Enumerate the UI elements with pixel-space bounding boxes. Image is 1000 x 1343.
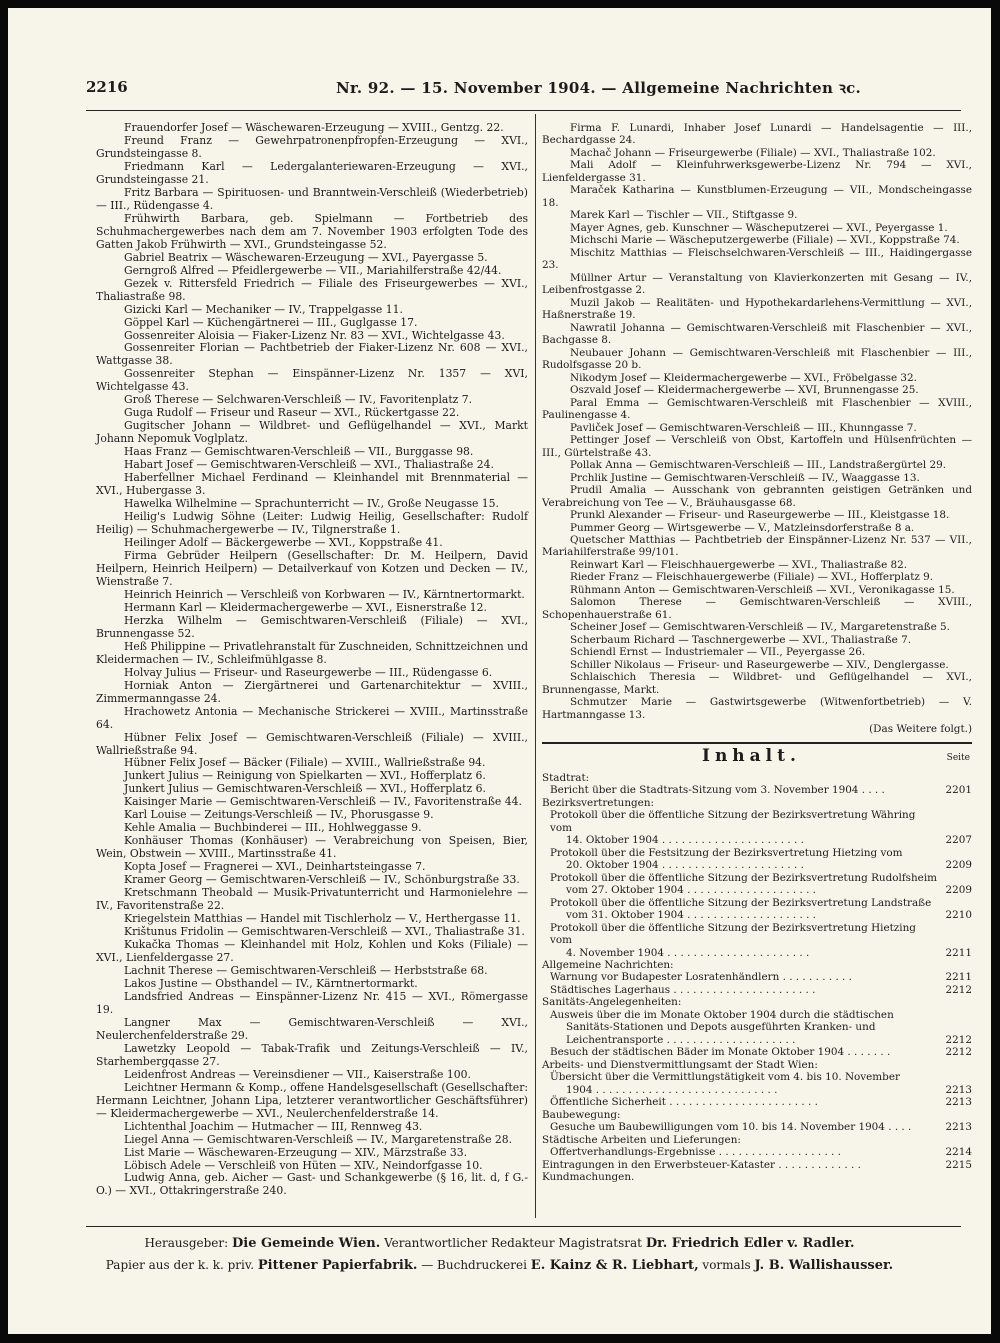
- listing-entry: Gugitscher Johann — Wildbret- und Geflügelhandel — XVI., Markt Johann Nepomuk Voglplatz.: [96, 419, 528, 446]
- listing-entry: Lawetzky Leopold — Tabak-Trafik und Zeitungs-Verschleiß — IV., Starhembergqasse 27.: [96, 1041, 528, 1068]
- listing-entry: Gossenreiter Stephan — Einspänner-Lizenz Nr. 1357 — XVI, Wichtelgasse 43.: [96, 367, 528, 394]
- contents-entry-text: Übersicht über die Vermittlungstätigkeit vom 4. bis 10. November: [550, 1071, 900, 1084]
- listing-entry: Heß Philippine — Privatlehranstalt für Zuschneiden, Schnittzeichnen und Kleidermachen — IV., Schleifmühlgasse 8.: [96, 639, 528, 666]
- listing-entry: Leidenfrost Andreas — Vereinsdiener — VII., Kaiserstraße 100.: [124, 1067, 471, 1081]
- listing-entry: Langner Max — Gemischtwaren-Verschleiß — XVI., Neulerchenfelderstraße 29.: [96, 1015, 528, 1042]
- contents-row: [542, 1171, 972, 1183]
- listing-entry: Firma F. Lunardi, Inhaber Josef Lunardi — Handelsagentie — III., Bechardgasse 24.: [542, 122, 972, 147]
- listing-entry: Pavliček Josef — Gemischtwaren-Verschleiß — III., Khunngasse 7.: [570, 421, 917, 434]
- contents-row: [542, 1021, 972, 1046]
- footer-paper-label: Papier aus der k. k. priv.: [105, 1258, 255, 1272]
- contents-row: [542, 1071, 972, 1083]
- contents-entry-text: Gesuche um Baubewilligungen vom 10. bis 14. November 1904 . . . .: [550, 1121, 912, 1134]
- contents-entry-text: 1904 . . . . . . . . . . . . . . . . . . . . . . . . . . . .: [566, 1083, 778, 1096]
- contents-entry-text: Protokoll über die öffentliche Sitzung der Bezirksvertretung Hietzing vom: [550, 921, 916, 947]
- listing-entry: Heinrich Heinrich — Verschleiß von Korbwaren — IV., Kärntnertormarkt.: [124, 587, 525, 601]
- footer-former-name: J. B. Wallishausser.: [754, 1258, 894, 1273]
- contents-entry-page: 2201: [945, 784, 972, 797]
- contents-entry-text: Städtisches Lagerhaus . . . . . . . . . . . . . . . . . . . . . .: [550, 983, 816, 996]
- listing-entry: Müllner Artur — Veranstaltung von Klavierkonzerten mit Gesang — IV., Leibenfrostgasse 2.: [542, 271, 972, 297]
- listing-entry: Oszvald Josef — Kleidermachergewerbe — XVI, Brunnengasse 25.: [570, 384, 919, 397]
- listing-entry: Kopta Josef — Fragnerei — XVI., Deinhartsteingasse 7.: [124, 860, 426, 874]
- contents-row: [542, 1046, 972, 1058]
- listing-entry: Marek Karl — Tischler — VII., Stiftgasse 9.: [570, 209, 798, 222]
- contents-entry-text: Sanitäts-Stationen und Depots ausgeführten Kranken- und Leichentransporte . . . . . . . . . . . . . . . . . . . .: [566, 1021, 876, 1046]
- contents-row: [542, 1146, 972, 1158]
- contents-entry-text: Eintragungen in den Erwerbsteuer-Kataster . . . . . . . . . . . . .: [542, 1158, 861, 1171]
- listing-entry: Frühwirth Barbara, geb. Spielmann — Fortbetrieb des Schuhmachergewerbes nach dem am 7. November 1903 erfolgten Tode des Gatten Jakob Frühwirth — XVI., Grundsteingasse 52.: [96, 211, 528, 251]
- listing-entry: Gerngroß Alfred — Pfeidlergewerbe — VII., Mariahilferstraße 42/44.: [124, 263, 502, 277]
- contents-entry-page: 2212: [945, 983, 972, 996]
- listing-entry: Löbisch Adele — Verschleiß von Hüten — XIV., Neindorfgasse 10.: [124, 1158, 483, 1172]
- listing-entry: Lachnit Therese — Gemischtwaren-Verschleiß — Herbststraße 68.: [124, 963, 488, 977]
- contents-entry-text: Bericht über die Stadtrats-Sitzung vom 3. November 1904 . . . .: [550, 784, 885, 797]
- contents-list: [542, 772, 972, 1184]
- listing-entry: Schlaischich Theresia — Wildbret- und Geflügelhandel — XVI., Brunnengasse, Markt.: [542, 671, 972, 696]
- listing-entry: Herzka Wilhelm — Gemischtwaren-Verschleiß (Filiale) — XVI., Brunnengasse 52.: [96, 613, 528, 640]
- contents-row: [542, 834, 972, 846]
- newspaper-page: [8, 8, 991, 1334]
- contents-row: [542, 971, 972, 983]
- listing-entry: Nikodym Josef — Kleidermachergewerbe — XVI., Fröbelgasse 32.: [570, 371, 917, 384]
- contents-entry-text: Offertverhandlungs-Ergebnisse . . . . . . . . . . . . . . . . . . .: [550, 1146, 841, 1159]
- contents-entry-text: Arbeits- und Dienstvermittlungsamt der Stadt Wien:: [542, 1058, 818, 1071]
- contents-entry-text: Bezirksvertretungen:: [542, 796, 655, 809]
- contents-entry-text: Baubewegung:: [542, 1108, 621, 1121]
- contents-row: [542, 1121, 972, 1133]
- listing-entry: Ludwig Anna, geb. Aicher — Gast- und Schankgewerbe (§ 16, lit. d, f G.-O.) — XVI., Ottakringerstraße 240.: [96, 1171, 528, 1198]
- listing-entry: Gezek v. Rittersfeld Friedrich — Filiale des Friseurgewerbes — XVI., Thaliastraße 98.: [96, 276, 528, 303]
- contents-entry-text: Besuch der städtischen Bäder im Monate Oktober 1904 . . . . . . .: [550, 1046, 891, 1059]
- contents-header: [542, 745, 972, 772]
- listing-entry: Fritz Barbara — Spirituosen- und Branntwein-Verschleiß (Wiederbetrieb) — III., Rüdengasse 4.: [96, 185, 528, 212]
- listing-entry: Prunkl Alexander — Friseur- und Raseurgewerbe — III., Kleistgasse 18.: [570, 509, 950, 522]
- page-header: [86, 78, 961, 102]
- footer-publisher-label: Herausgeber:: [144, 1236, 229, 1250]
- contents-entry-text: vom 31. Oktober 1904 . . . . . . . . . . . . . . . . . . . .: [566, 909, 816, 922]
- listing-entry: Rieder Franz — Fleischhauergewerbe (Filiale) — XVI., Hofferplatz 9.: [570, 571, 934, 584]
- listing-entry: Haberfellner Michael Ferdinand — Kleinhandel mit Brennmaterial — XVI., Hubergasse 3.: [96, 471, 528, 498]
- contents-entry-text: vom 27. Oktober 1904 . . . . . . . . . . . . . . . . . . . .: [566, 884, 816, 897]
- contents-entry-page: 2209: [945, 884, 972, 897]
- listing-entry: Firma Gebrüder Heilpern (Gesellschafter: Dr. M. Heilpern, David Heilpern, Heinrich Heilpern) — Detailverkauf von Kotzen und Decken — IV., Wienstraße 7.: [96, 548, 528, 588]
- listing-entry: Junkert Julius — Gemischtwaren-Verschleiß — XVI., Hofferplatz 6.: [124, 782, 486, 796]
- listing-entry: Kehle Amalia — Buchbinderei — III., Hohlweggasse 9.: [124, 821, 422, 835]
- listing-entry: Leichtner Hermann & Komp., offene Handelsgesellschaft (Gesellschafter: Hermann Leichtner, Johann Lipa, letzterer verantwortlicher Geschäftsführer) — Kleidermachergewerbe — XVI., Neulerchenfelderstraße 14.: [96, 1080, 528, 1120]
- listing-entry: Lakos Justine — Obsthandel — IV., Kärntnertormarkt.: [124, 976, 418, 990]
- right-column: [542, 122, 972, 1184]
- contents-entry-text: Öffentliche Sicherheit . . . . . . . . . . . . . . . . . . . . . . .: [550, 1096, 818, 1109]
- footer-formerly-label: vormals: [702, 1258, 751, 1272]
- contents-entry-text: Protokoll über die Festsitzung der Bezirksvertretung Hietzing vom: [550, 846, 903, 859]
- listing-entry: Pollak Anna — Gemischtwaren-Verschleiß — III., Landstraßergürtel 29.: [570, 459, 947, 472]
- listing-entry: Hrachowetz Antonia — Mechanische Strickerei — XVIII., Martinsstraße 64.: [96, 704, 528, 731]
- listing-entry: Pettinger Josef — Verschleiß von Obst, Kartoffeln und Hülsenfrüchten — III., Gürtelstraße 43.: [542, 434, 972, 459]
- footer-editor-name: Dr. Friedrich Edler v. Radler.: [645, 1236, 855, 1251]
- right-column-listings: [542, 122, 972, 721]
- contents-entry-page: 2215: [945, 1158, 972, 1171]
- listing-entry: Muzil Jakob — Realitäten- und Hypothekardarlehens-Vermittlung — XVI., Haßnerstraße 19.: [542, 296, 972, 322]
- listing-entry: Krištunus Fridolin — Gemischtwaren-Verschleiß — XVI., Thaliastraße 31.: [124, 925, 525, 939]
- listing-entry: Mali Adolf — Kleinfuhrwerksgewerbe-Lizenz Nr. 794 — XVI., Lienfeldergasse 31.: [542, 159, 972, 184]
- listing-entry: Mayer Agnes, geb. Kunschner — Wäscheputzerei — XVI., Peyergasse 1.: [570, 221, 948, 234]
- footer-printer: [8, 1258, 991, 1273]
- contents-row: [542, 959, 972, 971]
- listing-entry: Reinwart Karl — Fleischhauergewerbe — XVI., Thaliastraße 82.: [570, 558, 908, 571]
- listing-entry: Lichtenthal Joachim — Hutmacher — III, Rennweg 43.: [124, 1119, 423, 1133]
- left-column-listings: [96, 122, 528, 1198]
- footer-printer-label: — Buchdruckerei: [421, 1258, 527, 1272]
- listing-entry: Landsfried Andreas — Einspänner-Lizenz Nr. 415 — XVI., Römergasse 19.: [96, 989, 528, 1016]
- listing-entry: Kriegelstein Matthias — Handel mit Tischlerholz — V., Herthergasse 11.: [124, 912, 521, 926]
- contents-entry-text: Protokoll über die öffentliche Sitzung der Bezirksvertretung Rudolfsheim: [550, 871, 938, 884]
- listing-entry: Schmutzer Marie — Gastwirtsgewerbe (Witwenfortbetrieb) — V. Hartmanngasse 13.: [542, 696, 972, 721]
- contents-entry-text: 14. Oktober 1904 . . . . . . . . . . . . . . . . . . . . . .: [566, 834, 804, 847]
- listing-entry: Quetscher Matthias — Pachtbetrieb der Einspänner-Lizenz Nr. 537 — VII., Mariahilferstraße 99/101.: [542, 533, 972, 559]
- contents-row: [542, 1084, 972, 1096]
- listing-entry: Machač Johann — Friseurgewerbe (Filiale) — XVI., Thaliastraße 102.: [570, 146, 936, 159]
- contents-row: [542, 1159, 972, 1171]
- contents-entry-text: Warnung vor Budapester Losratenhändlern . . . . . . . . . . .: [550, 971, 852, 984]
- listing-entry: Kretschmann Theobald — Musik-Privatunterricht und Harmonielehre — IV., Favoritenstraße 22.: [96, 886, 528, 913]
- contents-row: [542, 984, 972, 996]
- listing-entry: Karl Louise — Zeitungs-Verschleiß — IV., Phorusgasse 9.: [124, 808, 434, 822]
- listing-entry: Kaisinger Marie — Gemischtwaren-Verschleiß — IV., Favoritenstraße 44.: [124, 795, 522, 809]
- contents-row: [542, 809, 972, 834]
- contents-entry-page: 2211: [945, 946, 972, 959]
- contents-entry-text: Protokoll über die öffentliche Sitzung der Bezirksvertretung Landstraße: [550, 896, 932, 909]
- listing-entry: Gossenreiter Florian — Pachtbetrieb der Fiaker-Lizenz Nr. 608 — XVI., Wattgasse 38.: [96, 341, 528, 368]
- footer-printer-name: E. Kainz & R. Liebhart,: [530, 1258, 699, 1273]
- header-rule: [86, 110, 961, 111]
- continued-note: (Das Weitere folgt.): [869, 723, 972, 736]
- contents-entry-text: Ausweis über die im Monate Oktober 1904 durch die städtischen: [550, 1008, 894, 1021]
- listing-entry: Michschi Marie — Wäscheputzergewerbe (Filiale) — XVI., Koppstraße 74.: [570, 234, 960, 247]
- listing-entry: Guga Rudolf — Friseur und Raseur — XVI., Rückertgasse 22.: [124, 406, 460, 420]
- contents-entry-page: 2213: [945, 1096, 972, 1109]
- contents-entry-page: 2212: [945, 1046, 972, 1059]
- contents-row: [542, 884, 972, 896]
- listing-entry: Friedmann Karl — Ledergalanteriewaren-Erzeugung — XVI., Grundsteingasse 21.: [96, 159, 528, 186]
- contents-entry-page: 2209: [945, 859, 972, 872]
- contents-page-label: Seite: [946, 752, 970, 763]
- listing-entry: Salomon Therese — Gemischtwaren-Verschleiß — XVIII., Schopenhauerstraße 61.: [542, 596, 972, 621]
- contents-entry-text: Allgemeine Nachrichten:: [542, 959, 674, 971]
- contents-row: [542, 947, 972, 959]
- listing-entry: Heilinger Adolf — Bäckergewerbe — XVI., Koppstraße 41.: [124, 536, 443, 549]
- contents-entry-page: 2213: [945, 1083, 972, 1096]
- contents-row: [542, 772, 972, 784]
- listing-entry: Frauendorfer Josef — Wäschewaren-Erzeugung — XVIII., Gentzg. 22.: [124, 121, 504, 134]
- listing-entry: List Marie — Wäschewaren-Erzeugung — XIV., Märzstraße 33.: [124, 1145, 468, 1159]
- listing-entry: Hawelka Wilhelmine — Sprachunterricht — IV., Große Neugasse 15.: [124, 497, 499, 511]
- contents-entry-page: 2212: [945, 1033, 972, 1046]
- contents-entry-text: Stadtrat:: [542, 771, 590, 784]
- contents-row: [542, 872, 972, 884]
- listing-entry: Liegel Anna — Gemischtwaren-Verschleiß — IV., Margaretenstraße 28.: [124, 1132, 513, 1146]
- listing-entry: Junkert Julius — Reinigung von Spielkarten — XVI., Hofferplatz 6.: [124, 769, 486, 783]
- contents-entry-page: 2214: [945, 1146, 972, 1159]
- listing-entry: Gabriel Beatrix — Wäschewaren-Erzeugung — XVI., Payergasse 5.: [124, 250, 488, 264]
- footer-paper-mill: Pittener Papierfabrik.: [257, 1258, 418, 1273]
- contents-entry-page: 2211: [945, 971, 972, 984]
- contents-entry-page: 2213: [945, 1121, 972, 1134]
- contents-row: [542, 847, 972, 859]
- footer-publisher: [8, 1236, 991, 1251]
- footer-rule: [86, 1226, 961, 1227]
- listing-entry: Haas Franz — Gemischtwaren-Verschleiß — VII., Burggasse 98.: [124, 445, 474, 459]
- footer-publisher-name: Die Gemeinde Wien.: [232, 1236, 381, 1251]
- listing-entry: Freund Franz — Gewehrpatronenpfropfen-Erzeugung — XVI., Grundsteingasse 8.: [96, 133, 528, 160]
- contents-row: [542, 996, 972, 1008]
- listing-entry: Neubauer Johann — Gemischtwaren-Verschleiß mit Flaschenbier — III., Rudolfsgasse 20 b.: [542, 346, 972, 372]
- listing-entry: Göppel Karl — Küchengärtnerei — III., Guglgasse 17.: [124, 315, 418, 329]
- contents-entry-text: Sanitäts-Angelegenheiten:: [542, 996, 682, 1009]
- contents-row: [542, 1109, 972, 1121]
- listing-entry: Nawratil Johanna — Gemischtwaren-Verschleiß mit Flaschenbier — XVI., Bachgasse 8.: [542, 321, 972, 347]
- listing-entry: Rühmann Anton — Gemischtwaren-Verschleiß — XVI., Veronikagasse 15.: [570, 583, 955, 596]
- contents-title: Inhalt.: [702, 745, 801, 766]
- listing-entry: Gossenreiter Aloisia — Fiaker-Lizenz Nr. 83 — XVI., Wichtelgasse 43.: [124, 328, 505, 342]
- contents-entry-text: Protokoll über die öffentliche Sitzung der Bezirksvertretung Währing vom: [550, 809, 916, 834]
- listing-entry: Gizicki Karl — Mechaniker — IV., Trappelgasse 11.: [124, 302, 403, 316]
- listing-entry: Hermann Karl — Kleidermachergewerbe — XVI., Eisnerstraße 12.: [124, 600, 487, 614]
- contents-row: [542, 859, 972, 871]
- contents-row: [542, 909, 972, 921]
- listing-entry: Prchlik Justine — Gemischtwaren-Verschleiß — IV., Waaggasse 13.: [570, 471, 920, 484]
- listing-entry: Pummer Georg — Wirtsgewerbe — V., Matzleinsdorferstraße 8 a.: [570, 521, 915, 534]
- listing-entry: Habart Josef — Gemischtwaren-Verschleiß — XVI., Thaliastraße 24.: [124, 458, 494, 472]
- contents-row: [542, 1009, 972, 1021]
- listing-entry: Schiendl Ernst — Industriemaler — VII., Peyergasse 26.: [570, 646, 866, 659]
- contents-row: [542, 897, 972, 909]
- contents-entry-text: Kundmachungen.: [542, 1171, 635, 1184]
- contents-row: [542, 1134, 972, 1146]
- footer-editor-label: Verantwortlicher Redakteur Magistratsrat: [384, 1236, 642, 1250]
- contents-row: [542, 922, 972, 947]
- listing-entry: Kramer Georg — Gemischtwaren-Verschleiß — IV., Schönburgstraße 33.: [124, 873, 520, 887]
- listing-entry: Groß Therese — Selchwaren-Verschleiß — IV., Favoritenplatz 7.: [124, 393, 473, 407]
- contents-row: [542, 1059, 972, 1071]
- listing-entry: Mischitz Matthias — Fleischselchwaren-Verschleiß — III., Haidingergasse 23.: [542, 246, 972, 272]
- contents-entry-text: 20. Oktober 1904 . . . . . . . . . . . . . . . . . . . . . .: [566, 859, 804, 872]
- column-divider: [535, 114, 536, 1218]
- listing-entry: Prudil Amalia — Ausschank von gebrannten geistigen Getränken und Verabreichung von Tee — V., Bräuhausgasse 68.: [542, 484, 972, 509]
- listing-entry: Konhäuser Thomas (Konhäuser) — Verabreichung von Speisen, Bier, Wein, Obstwein — XVIII., Martinsstraße 41.: [96, 834, 528, 861]
- contents-entry-text: Städtische Arbeiten und Lieferungen:: [542, 1133, 741, 1146]
- listing-entry: Kukačka Thomas — Kleinhandel mit Holz, Kohlen und Koks (Filiale) — XVI., Lienfeldergasse 27.: [96, 938, 528, 964]
- contents-row: [542, 1096, 972, 1108]
- contents-entry-text: 4. November 1904 . . . . . . . . . . . . . . . . . . . . . .: [566, 946, 810, 959]
- contents-entry-page: 2210: [945, 909, 972, 922]
- listing-entry: Hübner Felix Josef — Bäcker (Filiale) — XVIII., Wallrießstraße 94.: [124, 756, 486, 770]
- contents-entry-page: 2207: [945, 834, 972, 847]
- contents-divider: [542, 742, 972, 744]
- listing-entry: Scheiner Josef — Gemischtwaren-Verschleiß — IV., Margaretenstraße 5.: [570, 621, 950, 634]
- contents-row: [542, 797, 972, 809]
- listing-entry: Maraček Katharina — Kunstblumen-Erzeugung — VII., Mondscheingasse 18.: [542, 184, 972, 209]
- listing-entry: Schiller Nikolaus — Friseur- und Raseurgewerbe — XIV., Denglergasse.: [570, 658, 949, 671]
- listing-entry: Heilig's Ludwig Söhne (Leiter: Ludwig Heilig, Gesellschafter: Rudolf Heilig) — Schuhmachergewerbe — IV., Tilgnerstraße 1.: [96, 510, 528, 537]
- contents-row: [542, 784, 972, 796]
- listing-entry: Scherbaum Richard — Taschnergewerbe — XVI., Thaliastraße 7.: [570, 633, 912, 646]
- page-number: 2216: [86, 78, 128, 96]
- listing-entry: Holvay Julius — Friseur- und Raseurgewerbe — III., Rüdengasse 6.: [124, 665, 493, 679]
- listing-entry: Horniak Anton — Ziergärtnerei und Gartenarchitektur — XVIII., Zimmermanngasse 24.: [96, 678, 528, 705]
- listing-entry: Hübner Felix Josef — Gemischtwaren-Verschleiß (Filiale) — XVIII., Wallrießstraße 94.: [96, 730, 528, 757]
- issue-title: Nr. 92. — 15. November 1904. — Allgemeine Nachrichten ꝛc.: [336, 79, 862, 97]
- listing-entry: Paral Emma — Gemischtwaren-Verschleiß mit Flaschenbier — XVIII., Paulinengasse 4.: [542, 396, 972, 422]
